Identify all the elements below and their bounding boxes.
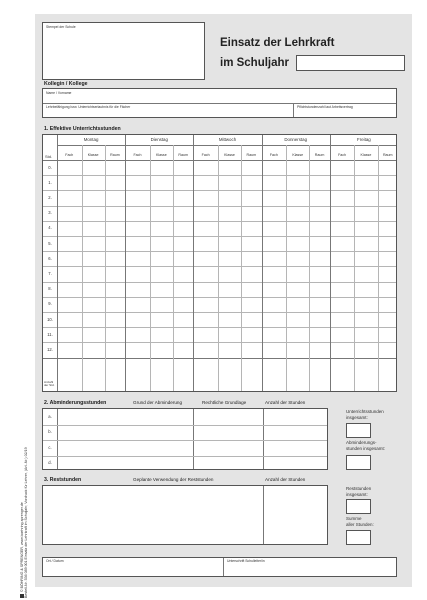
period-label: 0. [48, 164, 52, 170]
timetable-row[interactable] [58, 283, 397, 296]
reductions-col-legal: Rechtliche Grundlage [202, 400, 247, 405]
remaining-col-use: Geplante Verwendung der Reststunden [133, 477, 214, 482]
signature-field[interactable] [226, 565, 394, 575]
period-label: 10. [47, 316, 53, 322]
reduction-total-field[interactable] [346, 455, 371, 470]
day-header-montag: Montag [83, 137, 99, 142]
reduction-row-label: c. [48, 444, 52, 450]
day-header-mittwoch: Mittwoch [218, 137, 237, 142]
day-header-donnerstag: Donnerstag [284, 137, 308, 142]
period-label: 2. [48, 194, 52, 200]
subcol-klasse: Klasse [292, 153, 304, 157]
subcol-fach: Fach [65, 153, 74, 157]
subcol-klasse: Klasse [155, 153, 167, 157]
period-label: 12. [47, 346, 53, 352]
timetable-row[interactable] [58, 267, 397, 280]
reduction-row-label: d. [48, 460, 52, 465]
period-label: 3. [48, 210, 52, 216]
period-label: 6. [48, 255, 52, 261]
remaining-heading: 3. Reststunden [44, 477, 82, 483]
timetable-row[interactable] [58, 176, 397, 189]
timetable-row[interactable] [58, 328, 397, 341]
reduction-row[interactable] [58, 410, 326, 424]
place-date-field[interactable] [45, 565, 219, 575]
reductions-col-reason: Grund der Abminderung [133, 400, 183, 405]
teaching-total-label: Unterrichtsstunden insgesamt: [346, 409, 384, 420]
rest-total-field[interactable] [346, 499, 371, 514]
remaining-count-field[interactable] [265, 487, 325, 543]
reduction-total-label: Abminderungs- stunden insgesamt: [346, 440, 386, 451]
reductions-heading: 2. Abminderungsstunden [44, 400, 107, 406]
page-title-line1: Einsatz der Lehrkraft [220, 37, 335, 49]
place-date-label: Ort / Datum [46, 559, 64, 563]
period-label: 4. [48, 225, 52, 231]
timetable-row[interactable] [58, 237, 397, 250]
qualification-field[interactable] [45, 110, 289, 117]
count-row-label: Anzahl der Std. [44, 380, 55, 388]
subcol-raum: Raum [382, 153, 393, 157]
reduction-row-label: b. [48, 429, 52, 434]
remaining-use-field[interactable] [44, 487, 260, 543]
timetable-row[interactable] [58, 207, 397, 220]
subcol-fach: Fach [338, 153, 347, 157]
subcol-fach: Fach [201, 153, 210, 157]
subcol-klasse: Klasse [360, 153, 372, 157]
period-label: 5. [48, 240, 52, 246]
qualification-label: Lehrbefähigung bzw. Unterrichtserlaubnis für die Fächer [46, 105, 131, 109]
reduction-row[interactable] [58, 457, 326, 471]
reduction-row[interactable] [58, 441, 326, 455]
form-sheet [35, 14, 412, 587]
reductions-table [42, 408, 328, 470]
contract-hours-label: Pflichtstundenzahl laut Arbeitsvertrag [297, 105, 353, 109]
reduction-row-label: a. [48, 413, 52, 419]
contract-hours-field[interactable] [296, 110, 394, 117]
day-header-dienstag: Dienstag [150, 137, 168, 142]
subcol-fach: Fach [269, 153, 278, 157]
signature-label: Unterschrift Schulleiter/in [227, 559, 265, 563]
period-label: 1. [48, 179, 52, 185]
timetable-row[interactable] [58, 161, 397, 174]
period-label: 7. [48, 270, 52, 276]
teaching-total-field[interactable] [346, 423, 371, 438]
reduction-row[interactable] [58, 426, 326, 440]
timetable-row[interactable] [58, 298, 397, 311]
page-title-line2: im Schuljahr [220, 57, 290, 69]
subcol-raum: Raum [314, 153, 325, 157]
subcol-raum: Raum [178, 153, 188, 157]
period-label: 9. [48, 301, 52, 307]
school-stamp-label: Stempel der Schule [46, 25, 76, 29]
name-field[interactable] [45, 96, 282, 103]
day-header-freitag: Freitag [357, 137, 371, 142]
sum-total-field[interactable] [346, 530, 371, 545]
subcol-fach: Fach [133, 153, 142, 157]
timetable-row[interactable] [58, 222, 397, 235]
reductions-col-count: Anzahl der Stunden [265, 400, 306, 405]
teacher-heading: Kollegin / Kollege [44, 81, 88, 87]
name-label: Name / Vorname [46, 91, 72, 95]
timetable-row[interactable] [58, 191, 397, 204]
subcol-raum: Raum [246, 153, 257, 157]
timetable-row[interactable] [58, 252, 397, 265]
rest-total-label: Reststunden insgesamt: [346, 486, 372, 497]
timetable [42, 134, 397, 392]
timetable-heading: 1. Effektive Unterrichtsstunden [44, 126, 121, 132]
timetable-row[interactable] [58, 313, 397, 326]
count-row[interactable] [58, 359, 397, 392]
period-label: 8. [48, 286, 52, 292]
school-stamp-box[interactable] [42, 22, 205, 80]
timetable-row[interactable] [58, 343, 397, 356]
remaining-col-count: Anzahl der Stunden [265, 477, 306, 482]
period-label: 11. [47, 331, 53, 337]
subcol-klasse: Klasse [87, 153, 99, 157]
std-column-header: Std. [45, 154, 53, 159]
publisher-imprint: © BÖHRING & SPRENGER, www.boehring-sprenger.de Bestell-Nr. 536 089 001 Einsatz der Lehrkraft im Schuljahr, Vordruck für Lehrer, (Art.-Nr.) 02/19 [20, 447, 29, 598]
school-year-field[interactable] [296, 55, 405, 71]
subcol-klasse: Klasse [224, 153, 235, 157]
sum-total-label: Summe aller Stunden: [346, 516, 374, 527]
subcol-raum: Raum [110, 153, 120, 157]
